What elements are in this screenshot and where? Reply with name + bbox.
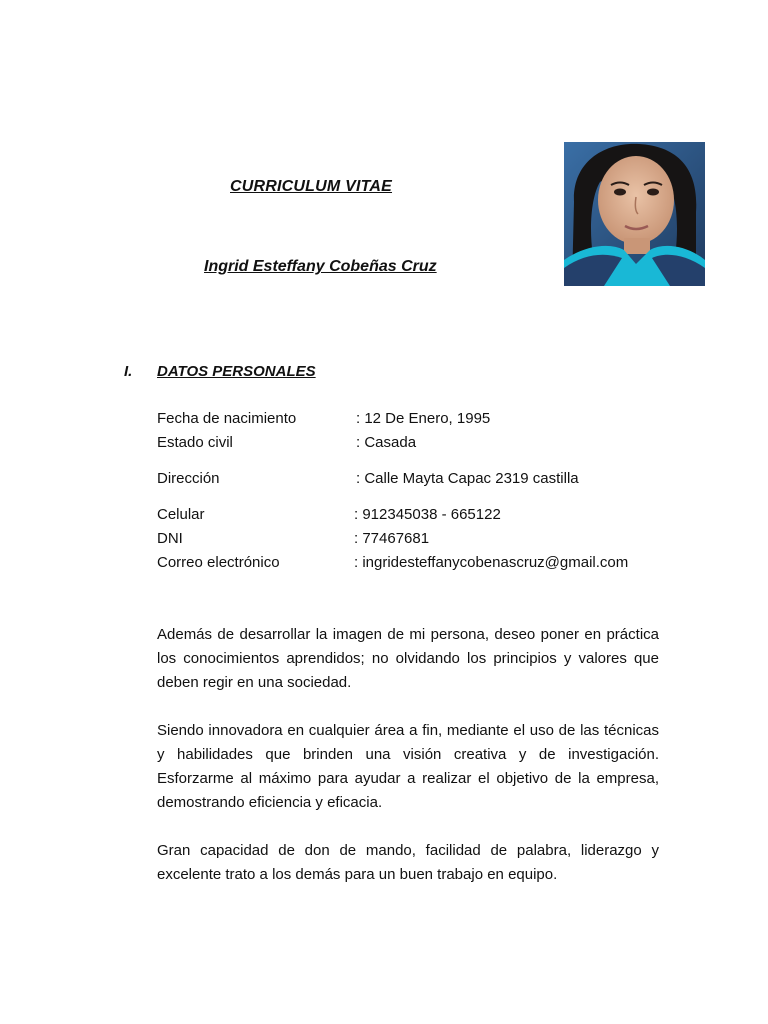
- profile-paragraph-3: Gran capacidad de don de mando, facilidad de palabra, liderazgo y excelente trato a los demás para un buen trabajo en equipo.: [157, 842, 659, 883]
- dni-value: : 77467681: [354, 530, 430, 547]
- profile-paragraph-2: Siendo innovadora en cualquier área a fin, mediante el uso de las técnicas y habilidades que brinden una visión creativa y de investigación. Esforzarme al máximo para ayudar a realizar el objetivo de la empresa, demostrando eficiencia y eficacia.: [157, 722, 659, 811]
- profile-photo: [564, 142, 705, 286]
- dni-label: DNI: [157, 530, 183, 547]
- address-value: : Calle Mayta Capac 2319 castilla: [356, 470, 579, 487]
- marital-status-value: : Casada: [356, 434, 417, 451]
- phone-label: Celular: [157, 506, 205, 523]
- birthdate-label: Fecha de nacimiento: [157, 410, 297, 427]
- section-number: I.: [124, 363, 133, 380]
- address-label: Dirección: [157, 470, 220, 487]
- section-title: DATOS PERSONALES: [157, 363, 316, 380]
- birthdate-value: : 12 De Enero, 1995: [356, 410, 491, 427]
- email-value: : ingridesteffanycobenascruz@gmail.com: [354, 554, 629, 571]
- email-label: Correo electrónico: [157, 554, 280, 571]
- phone-value: : 912345038 - 665122: [354, 506, 501, 523]
- marital-status-label: Estado civil: [157, 434, 233, 451]
- document-title: CURRICULUM VITAE: [230, 178, 393, 195]
- profile-paragraph-1: Además de desarrollar la imagen de mi persona, deseo poner en práctica los conocimientos aprendidos; no olvidando los principios y valores que deben regir en una sociedad.: [157, 626, 659, 691]
- candidate-name: Ingrid Esteffany Cobeñas Cruz: [204, 258, 437, 275]
